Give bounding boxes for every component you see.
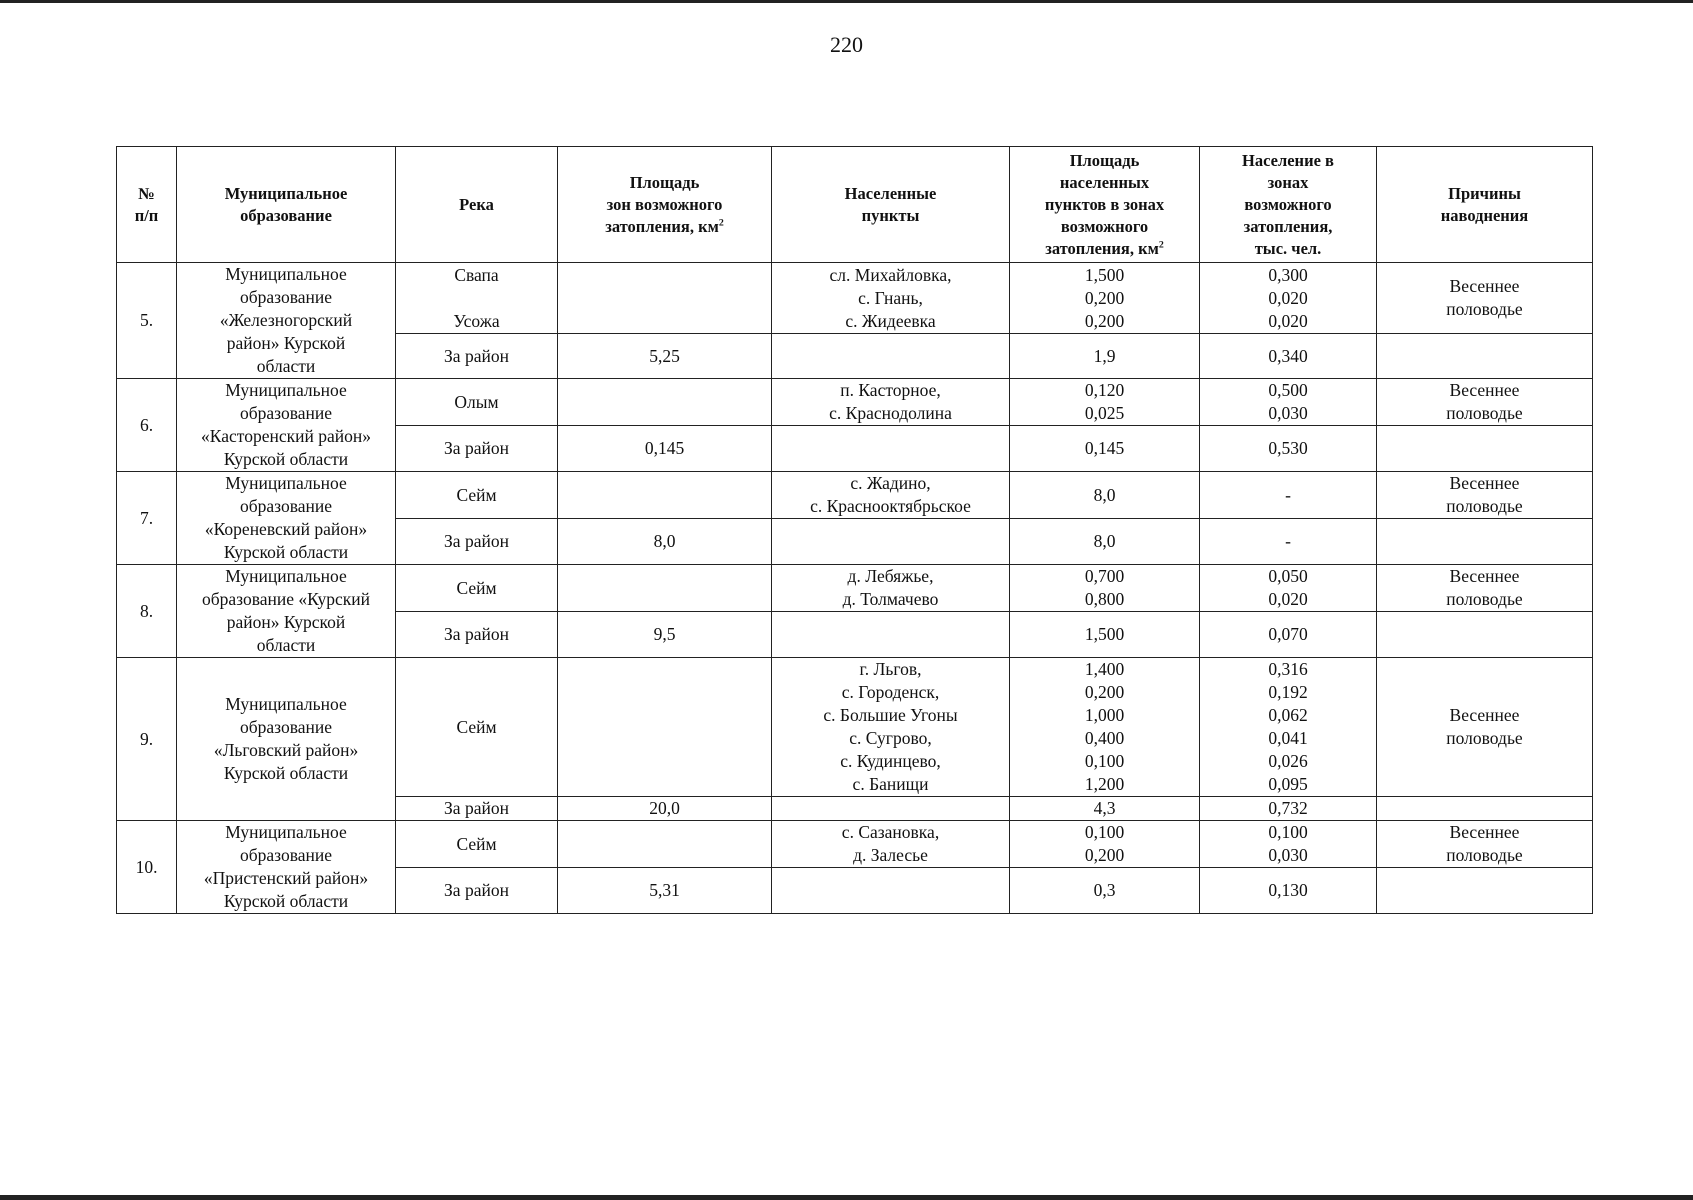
page-top-edge: [0, 0, 1693, 3]
cell-num: 7.: [117, 472, 177, 565]
cell-settlements-area: 0,700 0,800: [1010, 565, 1200, 612]
table-body: [117, 263, 1593, 914]
cell-total-cause: [1377, 334, 1593, 379]
cell-total-label: За район: [396, 868, 558, 914]
cell-population: 0,050 0,020: [1200, 565, 1377, 612]
cell-total-population: -: [1200, 519, 1377, 565]
table-row: [117, 379, 1593, 426]
cell-zone-area: [558, 263, 772, 334]
cell-cause: Весеннее половодье: [1377, 565, 1593, 612]
cell-total-zone-area: 8,0: [558, 519, 772, 565]
cell-municipality: Муниципальное образование «Льговский район» Курской области: [177, 658, 396, 821]
cell-river: Сейм: [396, 565, 558, 612]
cell-zone-area: [558, 658, 772, 797]
cell-municipality: Муниципальное образование «Железногорский район» Курской области: [177, 263, 396, 379]
cell-total-label: За район: [396, 519, 558, 565]
cell-total-settlements-area: 8,0: [1010, 519, 1200, 565]
cell-cause: Весеннее половодье: [1377, 821, 1593, 868]
cell-cause: Весеннее половодье: [1377, 472, 1593, 519]
cell-settlements-area: 0,100 0,200: [1010, 821, 1200, 868]
cell-settlements: г. Льгов, с. Городенск, с. Большие Угоны с. Сугрово, с. Кудинцево, с. Банищи: [772, 658, 1010, 797]
cell-population: 0,100 0,030: [1200, 821, 1377, 868]
table-header-row: [117, 147, 1593, 263]
cell-total-population: 0,070: [1200, 612, 1377, 658]
cell-total-settlements: [772, 519, 1010, 565]
header-river: Река: [396, 147, 558, 263]
cell-settlements-area: 0,120 0,025: [1010, 379, 1200, 426]
cell-num: 9.: [117, 658, 177, 821]
table-row: [117, 821, 1593, 868]
cell-total-settlements: [772, 334, 1010, 379]
cell-total-label: За район: [396, 334, 558, 379]
cell-total-population: 0,130: [1200, 868, 1377, 914]
header-settlements: Населенные пункты: [772, 147, 1010, 263]
cell-settlements: п. Касторное, с. Краснодолина: [772, 379, 1010, 426]
header-municipality: Муниципальное образование: [177, 147, 396, 263]
cell-total-zone-area: 20,0: [558, 797, 772, 821]
cell-total-zone-area: 0,145: [558, 426, 772, 472]
cell-settlements: д. Лебяжье, д. Толмачево: [772, 565, 1010, 612]
header-zone-area-sup: 2: [718, 217, 724, 228]
table-row: [117, 565, 1593, 612]
cell-num: 5.: [117, 263, 177, 379]
table-row: [117, 472, 1593, 519]
cell-river: Сейм: [396, 821, 558, 868]
cell-total-label: За район: [396, 612, 558, 658]
cell-river: Сейм: [396, 658, 558, 797]
cell-zone-area: [558, 472, 772, 519]
cell-municipality: Муниципальное образование «Кореневский район» Курской области: [177, 472, 396, 565]
cell-total-settlements-area: 0,3: [1010, 868, 1200, 914]
table-row: [117, 263, 1593, 334]
cell-total-settlements: [772, 868, 1010, 914]
cell-total-cause: [1377, 612, 1593, 658]
cell-num: 8.: [117, 565, 177, 658]
header-settlements-area: [1010, 147, 1200, 263]
cell-settlements: с. Сазановка, д. Залесье: [772, 821, 1010, 868]
cell-total-settlements: [772, 426, 1010, 472]
cell-population: 0,300 0,020 0,020: [1200, 263, 1377, 334]
header-settlements-area-text: Площадь населенных пунктов в зонах возможного затопления, км: [1044, 150, 1165, 258]
cell-total-settlements: [772, 612, 1010, 658]
cell-cause: Весеннее половодье: [1377, 379, 1593, 426]
cell-municipality: Муниципальное образование «Касторенский район» Курской области: [177, 379, 396, 472]
cell-settlements-area: 8,0: [1010, 472, 1200, 519]
cell-num: 6.: [117, 379, 177, 472]
cell-river: Сейм: [396, 472, 558, 519]
cell-total-population: 0,732: [1200, 797, 1377, 821]
header-settlements-area-sup: 2: [1158, 239, 1164, 250]
header-zone-area-text: Площадь зон возможного затопления, км: [605, 172, 723, 236]
header-num: № п/п: [117, 147, 177, 263]
cell-total-settlements: [772, 797, 1010, 821]
cell-zone-area: [558, 379, 772, 426]
cell-total-cause: [1377, 868, 1593, 914]
cell-total-population: 0,530: [1200, 426, 1377, 472]
cell-total-zone-area: 9,5: [558, 612, 772, 658]
table-row: [117, 658, 1593, 797]
cell-population: 0,500 0,030: [1200, 379, 1377, 426]
cell-total-settlements-area: 1,500: [1010, 612, 1200, 658]
cell-settlements-area: 1,500 0,200 0,200: [1010, 263, 1200, 334]
cell-zone-area: [558, 565, 772, 612]
cell-total-settlements-area: 4,3: [1010, 797, 1200, 821]
cell-settlements: сл. Михайловка, с. Гнань, с. Жидеевка: [772, 263, 1010, 334]
cell-cause: Весеннее половодье: [1377, 658, 1593, 797]
cell-river: Олым: [396, 379, 558, 426]
cell-total-cause: [1377, 519, 1593, 565]
flood-zones-table: [116, 146, 1593, 914]
cell-total-zone-area: 5,31: [558, 868, 772, 914]
cell-num: 10.: [117, 821, 177, 914]
cell-municipality: Муниципальное образование «Курский район» Курской области: [177, 565, 396, 658]
cell-population: -: [1200, 472, 1377, 519]
cell-cause: Весеннее половодье: [1377, 263, 1593, 334]
cell-total-zone-area: 5,25: [558, 334, 772, 379]
header-population: Население в зонах возможного затопления, тыс. чел.: [1200, 147, 1377, 263]
cell-total-population: 0,340: [1200, 334, 1377, 379]
cell-total-cause: [1377, 426, 1593, 472]
cell-total-label: За район: [396, 797, 558, 821]
cell-total-settlements-area: 0,145: [1010, 426, 1200, 472]
header-zone-area: [558, 147, 772, 263]
cell-total-label: За район: [396, 426, 558, 472]
cell-settlements: с. Жадино, с. Краснооктябрьское: [772, 472, 1010, 519]
header-causes: Причины наводнения: [1377, 147, 1593, 263]
cell-population: 0,316 0,192 0,062 0,041 0,026 0,095: [1200, 658, 1377, 797]
cell-zone-area: [558, 821, 772, 868]
page-number: 220: [830, 32, 863, 57]
cell-total-cause: [1377, 797, 1593, 821]
cell-river: Свапа Усожа: [396, 263, 558, 334]
page-bottom-edge: [0, 1195, 1693, 1200]
cell-municipality: Муниципальное образование «Пристенский район» Курской области: [177, 821, 396, 914]
cell-settlements-area: 1,400 0,200 1,000 0,400 0,100 1,200: [1010, 658, 1200, 797]
cell-total-settlements-area: 1,9: [1010, 334, 1200, 379]
